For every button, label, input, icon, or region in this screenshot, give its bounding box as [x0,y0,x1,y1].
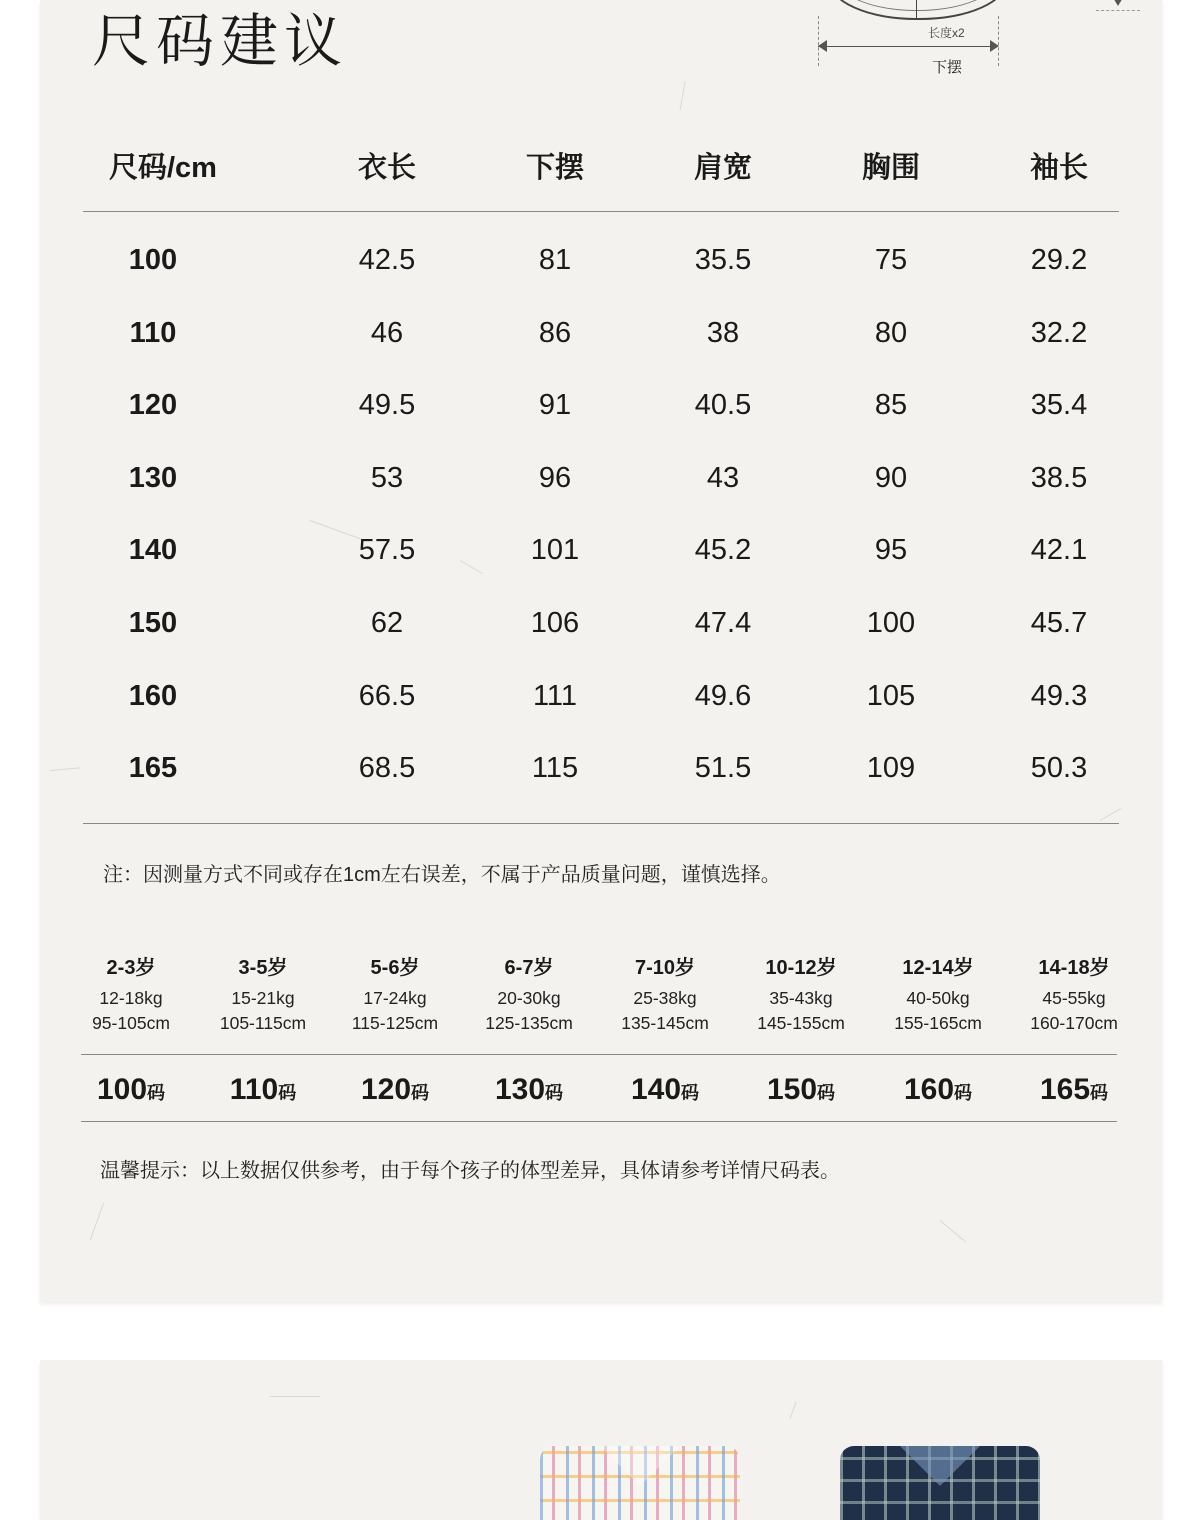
table-cell: 101 [530,534,580,566]
height-range: 160-170cm [1030,1013,1118,1033]
table-cell: 66.5 [358,680,416,712]
age-label: 14-18岁 [1038,957,1110,979]
header-chest: 胸围 [861,152,920,184]
age-label: 10-12岁 [765,957,837,979]
table-row [83,448,1119,508]
table-cell: 68.5 [358,752,416,784]
table-cell: 106 [530,607,580,639]
collar [600,1446,680,1486]
measurement-note: 注：因测量方式不同或存在1cm左右误差，不属于产品质量问题，谨慎选择。 [103,864,781,886]
age-group [721,950,881,1036]
table-row [83,303,1119,363]
table-cell: 42.5 [358,244,416,276]
size-number: 110 [229,1073,279,1106]
size-code [721,1066,881,1117]
size-unit: 码 [278,1083,297,1103]
weight-range: 15-21kg [231,988,295,1008]
header-size: 尺码/cm [109,152,217,184]
size-code [994,1066,1154,1117]
age-label: 12-14岁 [902,957,974,979]
size-cell: 165 [128,752,178,784]
table-cell: 51.5 [694,752,752,784]
age-divider [81,1054,1117,1055]
table-cell: 38.5 [1030,462,1088,494]
center-seam [916,0,917,18]
table-cell: 45.2 [694,534,752,566]
table-cell: 29.2 [1030,244,1088,276]
table-bottom-divider [83,823,1119,824]
table-cell: 38 [706,317,740,349]
size-unit: 码 [817,1083,836,1103]
size-unit: 码 [954,1083,973,1103]
measure-line [818,46,998,47]
table-cell: 49.5 [358,389,416,421]
plaid-shirt-navy-image [840,1446,1040,1520]
paper-fiber [680,81,686,111]
table-cell: 49.3 [1030,680,1088,712]
table-cell: 62 [370,607,404,639]
table-cell: 86 [538,317,572,349]
size-number: 100 [96,1073,148,1106]
arrow-left-icon [818,40,827,52]
table-cell: 96 [538,462,572,494]
table-cell: 85 [874,389,908,421]
garment-hem-diagram [810,0,1130,90]
table-cell: 47.4 [694,607,752,639]
age-label: 2-3岁 [106,957,156,979]
age-label: 7-10岁 [634,957,696,979]
table-header [83,138,1119,198]
size-number: 165 [1039,1073,1091,1106]
table-cell: 35.5 [694,244,752,276]
weight-range: 25-38kg [633,988,697,1008]
size-number: 130 [494,1073,546,1106]
weight-range: 17-24kg [363,988,427,1008]
length-label: 长度x2 [928,26,965,40]
height-range: 155-165cm [894,1013,982,1033]
weight-range: 12-18kg [99,988,163,1008]
height-range: 145-155cm [757,1013,845,1033]
table-cell: 80 [874,317,908,349]
table-cell: 45.7 [1030,607,1088,639]
product-preview-card [40,1360,1162,1520]
table-cell: 105 [866,680,916,712]
table-cell: 81 [538,244,572,276]
header-length: 衣长 [357,152,416,184]
table-cell: 49.6 [694,680,752,712]
table-cell: 100 [866,607,916,639]
header-sleeve: 袖长 [1029,152,1088,184]
table-cell: 57.5 [358,534,416,566]
table-cell: 32.2 [1030,317,1088,349]
table-cell: 75 [874,244,908,276]
table-cell: 40.5 [694,389,752,421]
table-cell: 42.1 [1030,534,1088,566]
weight-range: 40-50kg [906,988,970,1008]
table-cell: 43 [706,462,740,494]
page-title: 尺码建议 [92,7,349,75]
reference-tip: 温馨提示：以上数据仅供参考，由于每个孩子的体型差异，具体请参考详情尺码表。 [100,1160,840,1182]
hem-label: 下摆 [932,59,963,76]
size-unit: 码 [545,1083,564,1103]
size-cell: 150 [128,607,178,639]
height-range: 115-125cm [351,1013,439,1033]
age-label: 6-7岁 [504,957,554,979]
table-cell: 95 [874,534,908,566]
height-range: 105-115cm [219,1013,307,1033]
weight-range: 35-43kg [769,988,833,1008]
table-row [83,738,1119,798]
arrow-right-icon [990,40,999,52]
header-shoulder: 肩宽 [693,152,752,184]
table-cell: 109 [866,752,916,784]
plaid-shirt-light-image [540,1446,740,1520]
paper-fiber [940,1220,967,1243]
table-cell: 90 [874,462,908,494]
header-hem: 下摆 [525,152,584,184]
collar [900,1446,980,1486]
table-cell: 50.3 [1030,752,1088,784]
size-number: 160 [903,1073,955,1106]
arrow-down-icon [1112,0,1124,6]
header-divider [83,211,1119,212]
table-cell: 91 [538,389,572,421]
height-range: 95-105cm [92,1013,170,1033]
weight-range: 20-30kg [497,988,561,1008]
size-guide-card [40,0,1162,1302]
table-row [83,520,1119,580]
paper-fiber [790,1401,797,1418]
size-cell: 140 [128,534,178,566]
weight-range: 45-55kg [1042,988,1106,1008]
size-cell: 110 [129,317,177,349]
size-cell: 130 [128,462,178,494]
size-unit: 码 [147,1083,166,1103]
height-range: 135-145cm [621,1013,709,1033]
size-unit: 码 [681,1083,700,1103]
age-label: 5-6岁 [370,957,420,979]
table-cell: 111 [532,680,578,712]
height-range: 125-135cm [485,1013,573,1033]
size-cell: 100 [128,244,178,276]
size-number: 140 [630,1073,682,1106]
table-cell: 35.4 [1030,389,1088,421]
paper-fiber [270,1396,320,1397]
age-group [994,950,1154,1036]
table-row [83,375,1119,435]
paper-fiber [1100,808,1121,821]
table-row [83,593,1119,653]
table-row [83,666,1119,726]
age-label: 3-5岁 [238,957,288,979]
size-number: 120 [360,1073,412,1106]
table-cell: 53 [370,462,404,494]
size-cell: 120 [128,389,178,421]
measure-guide [1096,10,1140,11]
size-cell: 160 [128,680,178,712]
table-cell: 46 [370,317,404,349]
size-number: 150 [766,1073,818,1106]
size-code-divider [81,1121,1117,1122]
table-cell: 115 [531,752,579,784]
size-unit: 码 [1090,1083,1109,1103]
table-row [83,230,1119,290]
size-unit: 码 [411,1083,430,1103]
paper-fiber [90,1203,105,1241]
